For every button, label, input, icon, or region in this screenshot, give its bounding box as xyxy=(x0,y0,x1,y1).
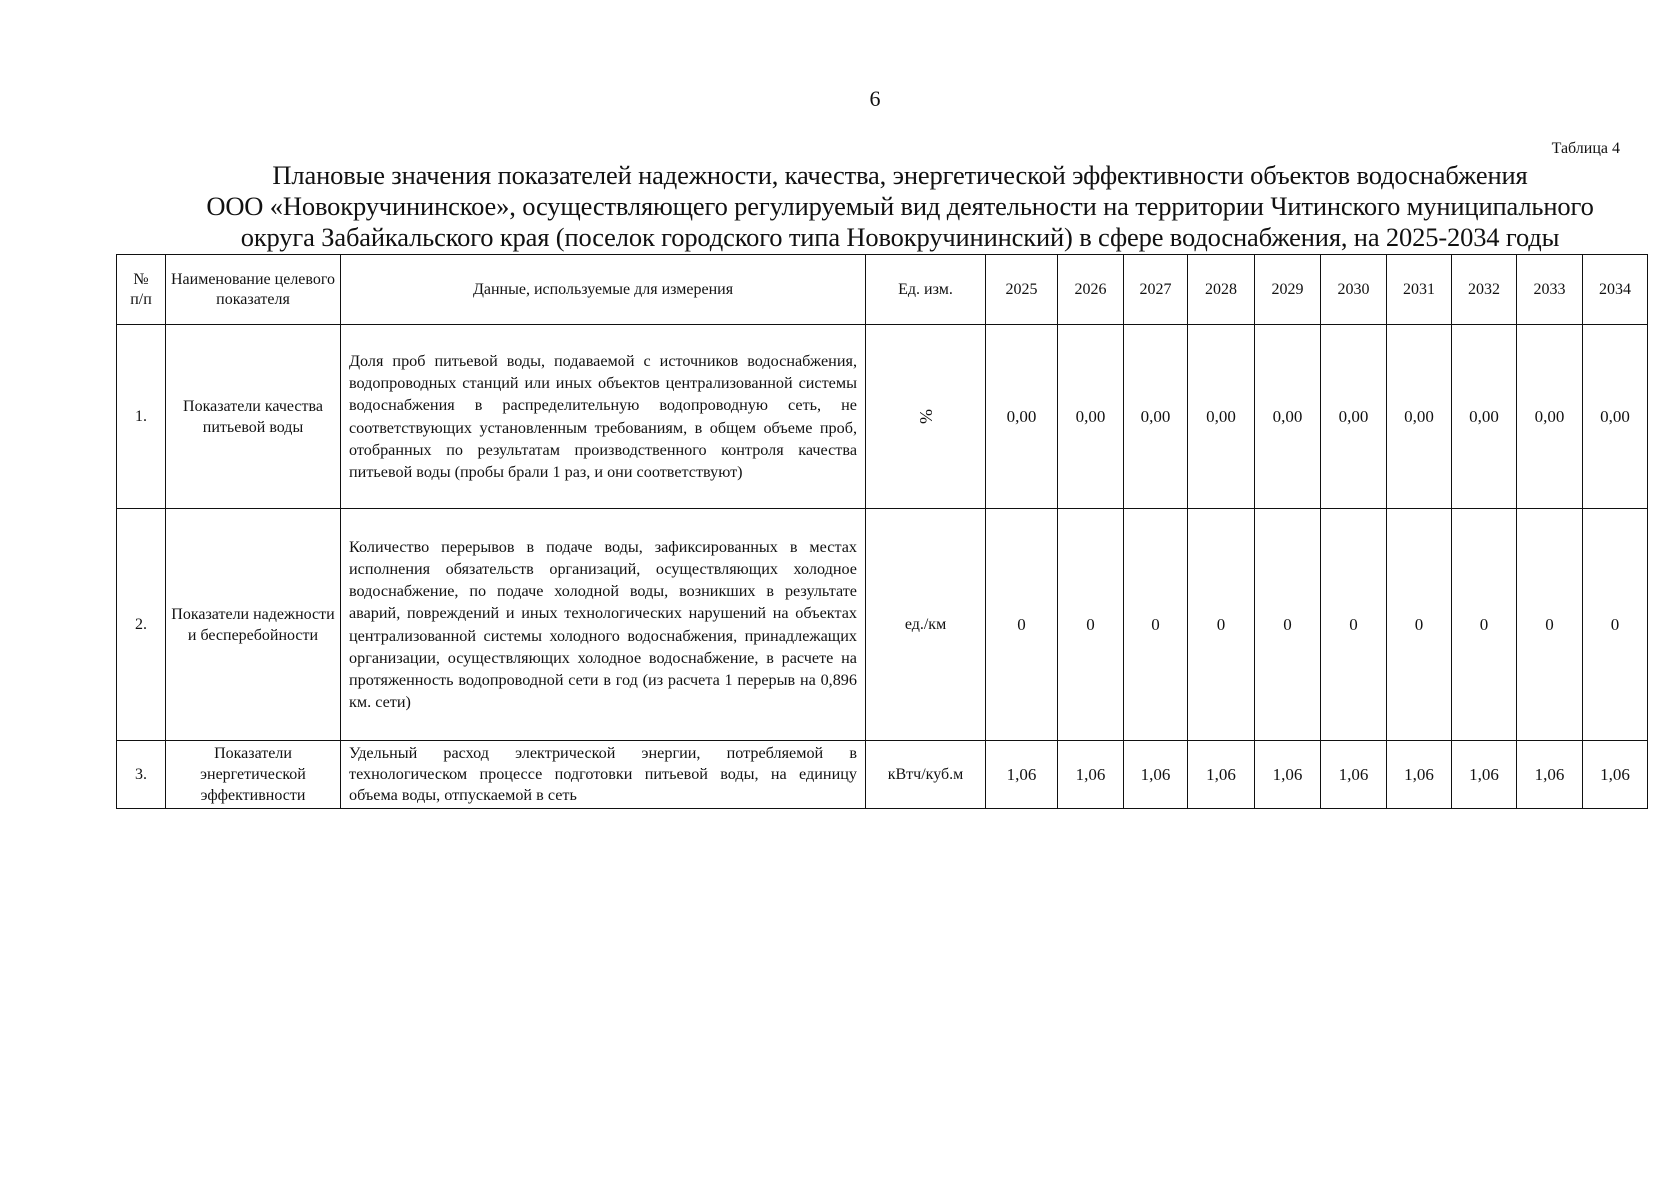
value-cell: 0 xyxy=(1321,509,1387,741)
value-cell: 0,00 xyxy=(1255,325,1321,509)
value-cell: 0,00 xyxy=(1452,325,1517,509)
value-cell: 0,00 xyxy=(1058,325,1124,509)
indicator-name: Показатели надежности и бесперебойности xyxy=(166,509,341,741)
row-number: 1. xyxy=(117,325,166,509)
value-cell: 1,06 xyxy=(1058,741,1124,809)
value-cell: 0,00 xyxy=(1517,325,1583,509)
table-row xyxy=(117,325,1648,509)
value-cell: 0 xyxy=(986,509,1058,741)
unit-cell: кВтч/куб.м xyxy=(866,741,986,809)
value-cell: 1,06 xyxy=(1124,741,1188,809)
header-year: 2029 xyxy=(1255,255,1321,325)
table-title xyxy=(120,160,1675,253)
table-row xyxy=(117,741,1648,809)
indicators-table xyxy=(116,254,1648,809)
measurement-data: Удельный расход электрической энергии, потребляемой в технологическом процессе подготовки питьевой воды, на единицу объема воды, отпускаемой в сеть xyxy=(341,741,866,809)
header-year: 2027 xyxy=(1124,255,1188,325)
unit-cell: ед./км xyxy=(866,509,986,741)
indicator-name: Показатели качества питьевой воды xyxy=(166,325,341,509)
value-cell: 0,00 xyxy=(1387,325,1452,509)
header-year: 2026 xyxy=(1058,255,1124,325)
value-cell: 0,00 xyxy=(1321,325,1387,509)
value-cell: 1,06 xyxy=(986,741,1058,809)
value-cell: 1,06 xyxy=(1255,741,1321,809)
value-cell: 1,06 xyxy=(1583,741,1648,809)
measurement-data: Количество перерывов в подаче воды, зафиксированных в местах исполнения обязательств организаций, осуществляющих холодное водоснабжение, по подаче холодной воды, возникших в результате аварий, повреждений и иных технологических нарушений на объектах централизованной системы холодного водоснабжения, принадлежащих организации, осуществляющих холодное водоснабжение, в расчете на протяженность водопроводной сети в год (из расчета 1 перерыв на 0,896 км. сети) xyxy=(341,509,866,741)
header-num xyxy=(117,255,166,325)
header-year: 2033 xyxy=(1517,255,1583,325)
row-number: 2. xyxy=(117,509,166,741)
table-row xyxy=(117,509,1648,741)
value-cell: 0 xyxy=(1387,509,1452,741)
header-data: Данные, используемые для измерения xyxy=(341,255,866,325)
header-name: Наименование целевого показателя xyxy=(166,255,341,325)
value-cell: 0 xyxy=(1188,509,1255,741)
value-cell: 1,06 xyxy=(1321,741,1387,809)
value-cell: 0 xyxy=(1124,509,1188,741)
measurement-data: Доля проб питьевой воды, подаваемой с источников водоснабжения, водопроводных станций или иных объектов централизованной системы водоснабжения в распределительную водопроводную сеть, не соответствующих установленным требованиям, в общем объеме проб, отобранных по результатам производственного контроля качества питьевой воды (пробы брали 1 раз, и они соответствуют) xyxy=(341,325,866,509)
unit-label: % xyxy=(916,409,936,424)
header-year: 2031 xyxy=(1387,255,1452,325)
header-year: 2034 xyxy=(1583,255,1648,325)
table-label: Таблица 4 xyxy=(1551,140,1620,157)
value-cell: 0,00 xyxy=(1124,325,1188,509)
title-line: ООО «Новокручининское», осуществляющего регулируемый вид деятельности на территории Читинского муниципального xyxy=(206,191,1594,221)
header-unit: Ед. изм. xyxy=(866,255,986,325)
value-cell: 0,00 xyxy=(986,325,1058,509)
value-cell: 1,06 xyxy=(1517,741,1583,809)
row-number: 3. xyxy=(117,741,166,809)
value-cell: 1,06 xyxy=(1188,741,1255,809)
header-year: 2032 xyxy=(1452,255,1517,325)
value-cell: 0 xyxy=(1255,509,1321,741)
header-year: 2030 xyxy=(1321,255,1387,325)
header-year: 2025 xyxy=(986,255,1058,325)
value-cell: 0 xyxy=(1583,509,1648,741)
value-cell: 0 xyxy=(1517,509,1583,741)
indicator-name: Показатели энергетической эффективности xyxy=(166,741,341,809)
header-year: 2028 xyxy=(1188,255,1255,325)
page-number: 6 xyxy=(869,86,881,111)
header-row xyxy=(117,255,1648,325)
value-cell: 0,00 xyxy=(1583,325,1648,509)
value-cell: 0,00 xyxy=(1188,325,1255,509)
value-cell: 0 xyxy=(1452,509,1517,741)
value-cell: 1,06 xyxy=(1387,741,1452,809)
header-num-label: № п/п xyxy=(130,270,152,308)
unit-cell xyxy=(866,325,986,509)
title-line: округа Забайкальского края (поселок городского типа Новокручининский) в сфере водоснабжения, на 2025-2034 годы xyxy=(240,222,1560,252)
value-cell: 0 xyxy=(1058,509,1124,741)
value-cell: 1,06 xyxy=(1452,741,1517,809)
title-line: Плановые значения показателей надежности, качества, энергетической эффективности объектов водоснабжения xyxy=(272,160,1528,190)
